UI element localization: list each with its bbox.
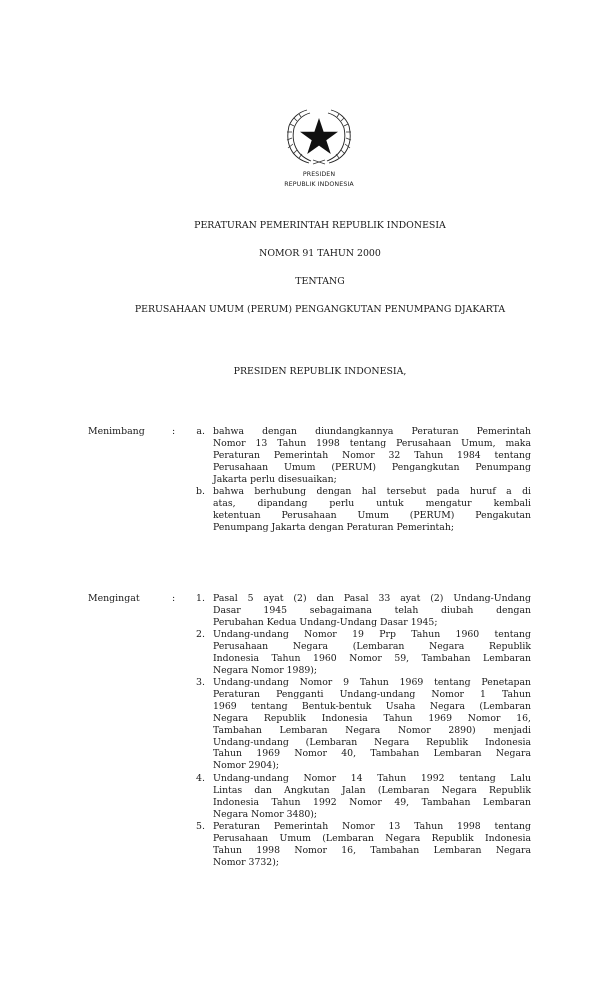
item-marker: 1. xyxy=(196,593,205,604)
list-item: Pasal 5 ayat (2) dan Pasal 33 ayat (2) Undang-Undang Dasar 1945 sebagaimana telah diubah dengan Perubahan Kedua Undang-Undang Dasar 1945; xyxy=(213,593,531,628)
list-item: Undang-undang Nomor 9 Tahun 1969 tentang Penetapan Peraturan Pengganti Undang-undang Nomor 1 Tahun 1969 tentang Bentuk-bentuk Usaha Negara (Lembaran Negara Republik Indonesia Tahun 1969 Nomor 16, Tambahan Lembaran Negara Nomor 2890) menjadi Undang-undang (Lembaran Negara Republik Indonesia Tahun 1969 Nomor 40, Tambahan Lembaran Negara Nomor 2904); xyxy=(213,677,531,772)
letterhead-republic: REPUBLIK INDONESIA xyxy=(284,181,354,188)
letterhead-president: PRESIDEN xyxy=(302,171,336,178)
regulation-title: PERATURAN PEMERINTAH REPUBLIK INDONESIA xyxy=(194,220,446,231)
item-marker: 2. xyxy=(196,629,205,640)
list-item: Undang-undang Nomor 14 Tahun 1992 tentang Lalu Lintas dan Angkutan Jalan (Lembaran Negara Republik Indonesia Tahun 1992 Nomor 49, Tambahan Lembaran Negara Nomor 3480); xyxy=(213,773,531,820)
item-marker: 5. xyxy=(196,821,205,832)
regulation-about: TENTANG xyxy=(295,276,345,287)
section-colon: : xyxy=(172,426,176,437)
regulation-number: NOMOR 91 TAHUN 2000 xyxy=(259,248,381,259)
list-item: Peraturan Pemerintah Nomor 13 Tahun 1998 tentang Perusahaan Umum (Lembaran Negara Republik Indonesia Tahun 1998 Nomor 16, Tambahan Lembaran Negara Nomor 3732); xyxy=(213,821,531,868)
list-item: Undang-undang Nomor 19 Prp Tahun 1960 tentang Perusahaan Negara (Lembaran Negara Republik Indonesia Tahun 1960 Nomor 59, Tambahan Lembaran Negara Nomor 1989); xyxy=(213,629,531,676)
preamble: PRESIDEN REPUBLIK INDONESIA, xyxy=(233,366,407,377)
garuda-star-emblem-icon xyxy=(279,108,359,168)
item-marker: 4. xyxy=(196,773,205,784)
item-marker: a. xyxy=(196,426,205,437)
item-marker: 3. xyxy=(196,677,205,688)
section-colon: : xyxy=(172,593,176,604)
item-marker: b. xyxy=(196,486,205,497)
regulation-subject: PERUSAHAAN UMUM (PERUM) PENGANGKUTAN PENUMPANG DJAKARTA xyxy=(134,304,506,315)
list-item: bahwa dengan diundangkannya Peraturan Pemerintah Nomor 13 Tahun 1998 tentang Perusahaan Umum, maka Peraturan Pemerintah Nomor 32 Tahun 1984 tentang Perusahaan Umum (PERUM) Pengangkutan Penumpang Jakarta perlu disesuaikan; xyxy=(213,426,531,485)
list-item: bahwa berhubung dengan hal tersebut pada huruf a di atas, dipandang perlu untuk mengatur kembali ketentuan Perusahaan Umum (PERUM) Pengakutan Penumpang Jakarta dengan Peraturan Pemerintah; xyxy=(213,486,531,533)
section-label-menimbang: Menimbang xyxy=(88,426,145,437)
section-label-mengingat: Mengingat xyxy=(88,593,140,604)
